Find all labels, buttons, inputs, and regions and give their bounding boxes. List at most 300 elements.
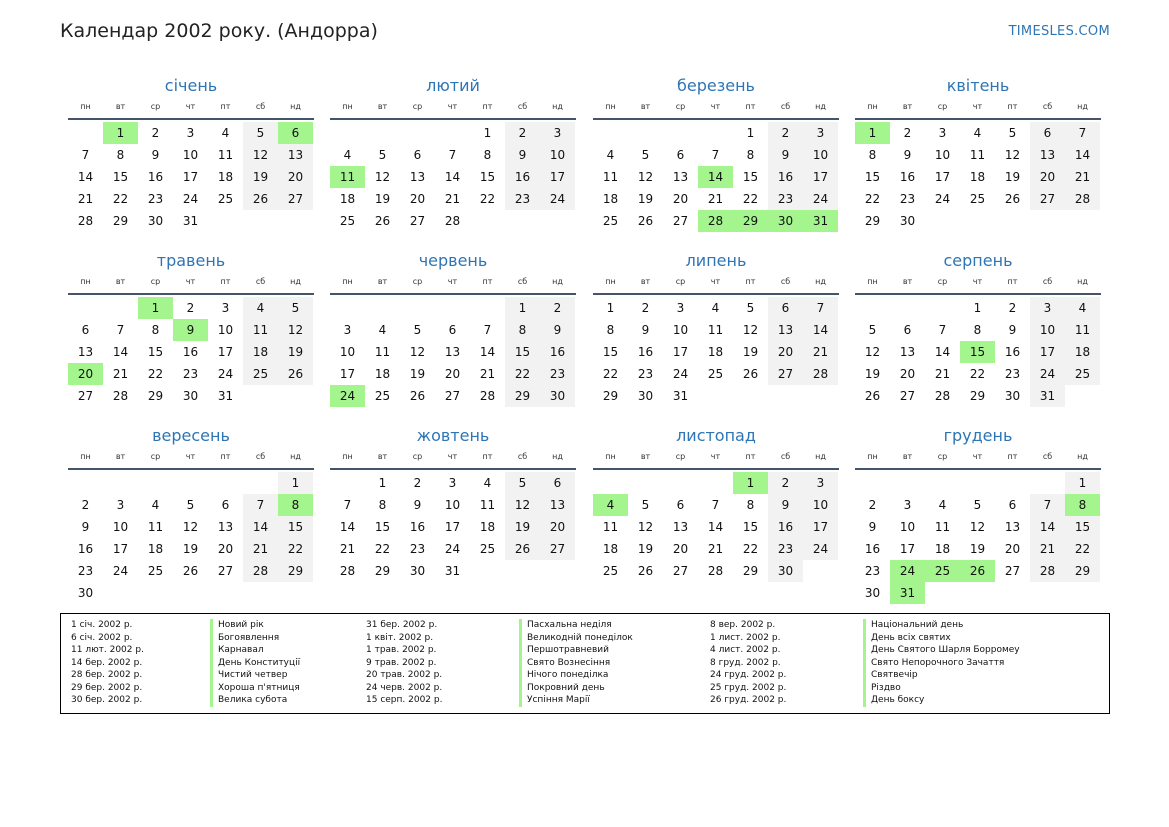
holiday-date: 1 трав. 2002 р. — [366, 645, 437, 655]
day-cell: 7 — [81, 148, 90, 162]
day-cell: 9 — [81, 520, 90, 534]
holiday-name: Новий рік — [210, 619, 300, 632]
holiday-day-cell: 4 — [593, 494, 628, 516]
day-cell: 4 — [243, 297, 278, 319]
day-cell: 22 — [374, 542, 391, 556]
weekday-label: чт — [710, 452, 721, 461]
header-rule — [68, 293, 314, 295]
day-cell: 4 — [606, 148, 615, 162]
holiday-date: 4 лист. 2002 р. — [710, 645, 781, 655]
day-cell: 28 — [444, 214, 461, 228]
day-cell: 15 — [742, 170, 759, 184]
month-name: листопад — [676, 426, 756, 445]
day-cell: 26 — [864, 389, 881, 403]
day-cell: 18 — [602, 542, 619, 556]
day-cell: 16 — [864, 542, 881, 556]
day-cell: 16 — [409, 520, 426, 534]
day-cell: 7 — [1065, 122, 1100, 144]
day-cell: 8 — [378, 498, 387, 512]
day-cell: 10 — [217, 323, 234, 337]
day-cell: 21 — [707, 192, 724, 206]
day-cell: 28 — [77, 214, 94, 228]
holiday-day-cell: 31 — [803, 210, 838, 232]
day-cell: 5 — [243, 122, 278, 144]
weekday-label: чт — [185, 277, 196, 286]
day-cell: 23 — [899, 192, 916, 206]
day-cell: 17 — [182, 170, 199, 184]
day-cell: 23 — [1004, 367, 1021, 381]
weekday-label: сб — [780, 102, 791, 111]
weekday-label: ср — [937, 277, 948, 286]
weekday-label: чт — [972, 452, 983, 461]
day-cell: 7 — [938, 323, 947, 337]
day-cell: 14 — [1065, 144, 1100, 166]
month-1 — [68, 76, 314, 236]
day-cell: 4 — [343, 148, 352, 162]
day-cell: 7 — [711, 498, 720, 512]
month-name: березень — [677, 76, 755, 95]
day-cell: 15 — [112, 170, 129, 184]
day-cell: 21 — [934, 367, 951, 381]
day-cell: 6 — [676, 498, 685, 512]
day-cell: 14 — [77, 170, 94, 184]
day-cell: 12 — [969, 520, 986, 534]
day-cell: 2 — [186, 301, 195, 315]
weekday-label: пн — [80, 452, 91, 461]
day-cell: 17 — [540, 166, 575, 188]
weekday-label: вт — [640, 102, 651, 111]
holiday-name: День Святого Шарля Борромеу — [863, 644, 1020, 657]
day-cell: 17 — [803, 166, 838, 188]
day-cell: 29 — [112, 214, 129, 228]
holiday-date: 24 груд. 2002 р. — [710, 670, 787, 680]
holiday-date: 11 лют. 2002 р. — [71, 645, 144, 655]
weekday-label: сб — [255, 452, 266, 461]
header-rule — [330, 468, 576, 470]
day-cell: 20 — [278, 166, 313, 188]
day-cell: 9 — [540, 319, 575, 341]
day-cell: 12 — [409, 345, 426, 359]
day-cell: 25 — [243, 363, 278, 385]
holiday-name: Різдво — [863, 682, 1020, 695]
day-cell: 30 — [768, 560, 803, 582]
holiday-date: 25 груд. 2002 р. — [710, 682, 787, 693]
weekday-label: нд — [815, 102, 826, 111]
day-cell: 28 — [1030, 560, 1065, 582]
day-cell: 16 — [768, 166, 803, 188]
month-6 — [330, 251, 576, 411]
holiday-name: Богоявлення — [210, 632, 300, 645]
day-cell: 22 — [278, 538, 313, 560]
weekday-label: пн — [867, 102, 878, 111]
day-cell: 21 — [479, 367, 496, 381]
day-cell: 30 — [540, 385, 575, 407]
day-cell: 7 — [711, 148, 720, 162]
day-cell: 27 — [540, 538, 575, 560]
day-cell: 30 — [182, 389, 199, 403]
holiday-name: День боксу — [863, 694, 1020, 707]
day-cell: 10 — [899, 520, 916, 534]
holiday-day-cell: 14 — [698, 166, 733, 188]
day-cell: 12 — [505, 494, 540, 516]
day-cell: 4 — [221, 126, 230, 140]
day-cell: 18 — [147, 542, 164, 556]
day-cell: 9 — [868, 520, 877, 534]
header-rule — [330, 293, 576, 295]
day-cell: 1 — [483, 126, 492, 140]
holiday-date: 24 черв. 2002 р. — [366, 682, 443, 693]
weekday-label: вт — [115, 277, 126, 286]
day-cell: 30 — [147, 214, 164, 228]
day-cell: 2 — [540, 297, 575, 319]
day-cell: 17 — [339, 367, 356, 381]
day-cell: 18 — [217, 170, 234, 184]
day-cell: 11 — [602, 520, 619, 534]
day-cell: 1 — [746, 126, 755, 140]
day-cell: 9 — [413, 498, 422, 512]
day-cell: 22 — [112, 192, 129, 206]
day-cell: 22 — [742, 542, 759, 556]
day-cell: 4 — [938, 498, 947, 512]
header-rule — [68, 468, 314, 470]
holiday-day-cell: 9 — [173, 319, 208, 341]
day-cell: 12 — [864, 345, 881, 359]
day-cell: 18 — [339, 192, 356, 206]
day-cell: 13 — [1004, 520, 1021, 534]
day-cell: 30 — [1004, 389, 1021, 403]
weekday-label: нд — [552, 102, 563, 111]
day-cell: 12 — [1004, 148, 1021, 162]
weekday-label: сб — [517, 452, 528, 461]
day-cell: 5 — [378, 148, 387, 162]
day-cell: 10 — [1030, 319, 1065, 341]
weekday-label: сб — [517, 277, 528, 286]
weekday-label: пт — [1007, 277, 1018, 286]
weekday-label: вт — [377, 277, 388, 286]
weekday-header — [593, 277, 839, 287]
holiday-day-cell: 24 — [330, 385, 365, 407]
holiday-name: Успіння Марії — [519, 694, 633, 707]
day-cell: 12 — [742, 323, 759, 337]
weekday-label: сб — [780, 277, 791, 286]
day-cell: 2 — [151, 126, 160, 140]
day-cell: 23 — [864, 564, 881, 578]
day-cell: 28 — [479, 389, 496, 403]
day-cell: 21 — [339, 542, 356, 556]
weekday-label: вт — [640, 277, 651, 286]
holiday-name: Першотравневий — [519, 644, 633, 657]
day-cell: 29 — [278, 560, 313, 582]
day-cell: 26 — [243, 188, 278, 210]
day-cell: 13 — [768, 319, 803, 341]
day-cell: 17 — [1030, 341, 1065, 363]
day-cell: 13 — [77, 345, 94, 359]
day-cell: 23 — [768, 188, 803, 210]
day-cell: 10 — [672, 323, 689, 337]
header-rule — [593, 293, 839, 295]
day-cell: 13 — [278, 144, 313, 166]
day-cell: 27 — [672, 214, 689, 228]
holiday-date: 28 бер. 2002 р. — [71, 670, 143, 680]
day-cell: 19 — [243, 166, 278, 188]
weekday-label: пн — [605, 277, 616, 286]
holiday-day-cell: 20 — [68, 363, 103, 385]
day-cell: 25 — [479, 542, 496, 556]
day-cell: 21 — [707, 542, 724, 556]
holiday-date: 20 трав. 2002 р. — [366, 670, 443, 680]
holiday-date: 1 лист. 2002 р. — [710, 632, 781, 643]
weekday-label: пт — [1007, 452, 1018, 461]
weekday-label: чт — [447, 102, 458, 111]
weekday-label: нд — [815, 277, 826, 286]
day-cell: 20 — [899, 367, 916, 381]
day-cell: 19 — [505, 516, 540, 538]
header-rule — [593, 118, 839, 120]
holiday-dates-column — [710, 619, 786, 707]
day-cell: 12 — [243, 144, 278, 166]
weekday-label: пт — [482, 277, 493, 286]
day-cell: 28 — [803, 363, 838, 385]
month-name: вересень — [152, 426, 230, 445]
day-cell: 13 — [409, 170, 426, 184]
weekday-label: пт — [1007, 102, 1018, 111]
day-cell: 22 — [602, 367, 619, 381]
weekday-label: чт — [185, 452, 196, 461]
holiday-date: 15 серп. 2002 р. — [366, 695, 443, 705]
day-cell: 7 — [448, 148, 457, 162]
weekday-label: чт — [710, 102, 721, 111]
day-cell: 18 — [934, 542, 951, 556]
day-cell: 15 — [742, 520, 759, 534]
day-cell: 20 — [672, 542, 689, 556]
day-cell: 10 — [339, 345, 356, 359]
day-cell: 26 — [409, 389, 426, 403]
weekday-label: нд — [1077, 452, 1088, 461]
day-cell: 8 — [116, 148, 125, 162]
day-cell: 2 — [81, 498, 90, 512]
day-cell: 6 — [413, 148, 422, 162]
day-cell: 8 — [606, 323, 615, 337]
day-cell: 9 — [903, 148, 912, 162]
weekday-label: вт — [902, 102, 913, 111]
weekday-label: нд — [552, 277, 563, 286]
weekday-label: пт — [745, 102, 756, 111]
weekday-label: пн — [867, 452, 878, 461]
header-rule — [855, 468, 1101, 470]
weekday-label: ср — [675, 452, 686, 461]
day-cell: 9 — [151, 148, 160, 162]
day-cell: 11 — [217, 148, 234, 162]
day-cell: 9 — [641, 323, 650, 337]
day-cell: 11 — [969, 148, 986, 162]
day-cell: 18 — [479, 520, 496, 534]
holiday-name: Карнавал — [210, 644, 300, 657]
holiday-name: День всіх святих — [863, 632, 1020, 645]
weekday-header — [68, 277, 314, 287]
day-cell: 27 — [1004, 564, 1021, 578]
day-cell: 13 — [672, 170, 689, 184]
holiday-name: Великодній понеділок — [519, 632, 633, 645]
day-cell: 29 — [1065, 560, 1100, 582]
weekday-label: ср — [675, 102, 686, 111]
holiday-day-cell: 6 — [278, 122, 313, 144]
holiday-name: Свято Непорочного Зачаття — [863, 657, 1020, 670]
weekday-label: пт — [220, 277, 231, 286]
day-cell: 23 — [540, 363, 575, 385]
day-cell: 2 — [868, 498, 877, 512]
day-cell: 31 — [217, 389, 234, 403]
day-cell: 27 — [899, 389, 916, 403]
month-name: квітень — [946, 76, 1010, 95]
day-cell: 16 — [147, 170, 164, 184]
day-cell: 30 — [864, 586, 881, 600]
weekday-label: сб — [255, 102, 266, 111]
holiday-day-cell: 28 — [698, 210, 733, 232]
day-cell: 19 — [637, 542, 654, 556]
day-cell: 14 — [339, 520, 356, 534]
month-name: жовтень — [416, 426, 490, 445]
weekday-label: чт — [710, 277, 721, 286]
holiday-day-cell: 11 — [330, 166, 365, 188]
day-cell: 25 — [339, 214, 356, 228]
holiday-day-cell: 1 — [138, 297, 173, 319]
day-cell: 17 — [217, 345, 234, 359]
day-cell: 10 — [112, 520, 129, 534]
site-link[interactable]: TIMESLES.COM — [1008, 24, 1110, 39]
holiday-day-cell: 15 — [960, 341, 995, 363]
day-cell: 26 — [637, 564, 654, 578]
weekday-label: вт — [115, 452, 126, 461]
day-cell: 8 — [868, 148, 877, 162]
weekday-label: пн — [342, 102, 353, 111]
holiday-name: Велика субота — [210, 694, 300, 707]
month-5 — [68, 251, 314, 411]
day-cell: 23 — [505, 188, 540, 210]
day-cell: 27 — [768, 363, 803, 385]
day-cell: 24 — [217, 367, 234, 381]
weekday-label: ср — [412, 452, 423, 461]
day-cell: 3 — [448, 476, 457, 490]
day-cell: 16 — [540, 341, 575, 363]
day-cell: 6 — [81, 323, 90, 337]
weekday-header — [330, 277, 576, 287]
day-cell: 25 — [374, 389, 391, 403]
day-cell: 5 — [641, 148, 650, 162]
weekday-label: пт — [482, 102, 493, 111]
day-cell: 7 — [243, 494, 278, 516]
day-cell: 23 — [182, 367, 199, 381]
weekday-label: вт — [902, 277, 913, 286]
day-cell: 9 — [768, 144, 803, 166]
month-name: червень — [418, 251, 488, 270]
day-cell: 3 — [116, 498, 125, 512]
holiday-date: 30 бер. 2002 р. — [71, 695, 143, 705]
weekday-label: нд — [290, 277, 301, 286]
weekday-label: пн — [80, 102, 91, 111]
day-cell: 25 — [969, 192, 986, 206]
weekday-label: нд — [290, 452, 301, 461]
day-cell: 11 — [602, 170, 619, 184]
weekday-label: пн — [605, 102, 616, 111]
holiday-date: 8 вер. 2002 р. — [710, 620, 776, 630]
day-cell: 15 — [864, 170, 881, 184]
day-cell: 24 — [803, 538, 838, 560]
day-cell: 11 — [374, 345, 391, 359]
weekday-label: сб — [1042, 452, 1053, 461]
holiday-names-column — [519, 619, 633, 707]
weekday-label: чт — [972, 102, 983, 111]
day-cell: 15 — [147, 345, 164, 359]
day-cell: 14 — [707, 520, 724, 534]
day-cell: 13 — [444, 345, 461, 359]
header-rule — [855, 118, 1101, 120]
day-cell: 3 — [221, 301, 230, 315]
day-cell: 24 — [1030, 363, 1065, 385]
day-cell: 22 — [742, 192, 759, 206]
day-cell: 20 — [1030, 166, 1065, 188]
day-cell: 27 — [278, 188, 313, 210]
weekday-label: сб — [780, 452, 791, 461]
month-9 — [68, 426, 314, 600]
day-cell: 5 — [278, 297, 313, 319]
day-cell: 6 — [221, 498, 230, 512]
weekday-header — [68, 102, 314, 112]
day-cell: 25 — [707, 367, 724, 381]
day-cell: 22 — [969, 367, 986, 381]
day-cell: 15 — [479, 170, 496, 184]
weekday-label: пт — [220, 102, 231, 111]
day-cell: 26 — [278, 363, 313, 385]
day-cell: 26 — [637, 214, 654, 228]
weekday-label: пн — [867, 277, 878, 286]
month-2 — [330, 76, 576, 236]
day-cell: 19 — [742, 345, 759, 359]
day-cell: 23 — [768, 538, 803, 560]
holiday-names-column — [863, 619, 1020, 707]
day-cell: 1 — [378, 476, 387, 490]
day-cell: 16 — [1004, 345, 1021, 359]
holiday-date: 1 січ. 2002 р. — [71, 620, 133, 630]
day-cell: 6 — [540, 472, 575, 494]
day-cell: 4 — [711, 301, 720, 315]
day-cell: 18 — [243, 341, 278, 363]
weekday-label: пн — [342, 452, 353, 461]
day-cell: 27 — [672, 564, 689, 578]
weekday-header — [593, 102, 839, 112]
day-cell: 3 — [803, 472, 838, 494]
day-cell: 17 — [934, 170, 951, 184]
day-cell: 16 — [899, 170, 916, 184]
day-cell: 5 — [868, 323, 877, 337]
day-cell: 23 — [409, 542, 426, 556]
day-cell: 5 — [186, 498, 195, 512]
holiday-date: 8 груд. 2002 р. — [710, 657, 781, 668]
day-cell: 18 — [602, 192, 619, 206]
day-cell: 29 — [602, 389, 619, 403]
weekday-header — [593, 452, 839, 462]
day-cell: 7 — [343, 498, 352, 512]
weekday-label: сб — [255, 277, 266, 286]
day-cell: 8 — [746, 498, 755, 512]
holiday-date: 9 трав. 2002 р. — [366, 657, 437, 668]
day-cell: 15 — [1065, 516, 1100, 538]
day-cell: 14 — [803, 319, 838, 341]
day-cell: 7 — [483, 323, 492, 337]
day-cell: 5 — [1008, 126, 1017, 140]
day-cell: 27 — [409, 214, 426, 228]
day-cell: 20 — [1004, 542, 1021, 556]
day-cell: 23 — [147, 192, 164, 206]
